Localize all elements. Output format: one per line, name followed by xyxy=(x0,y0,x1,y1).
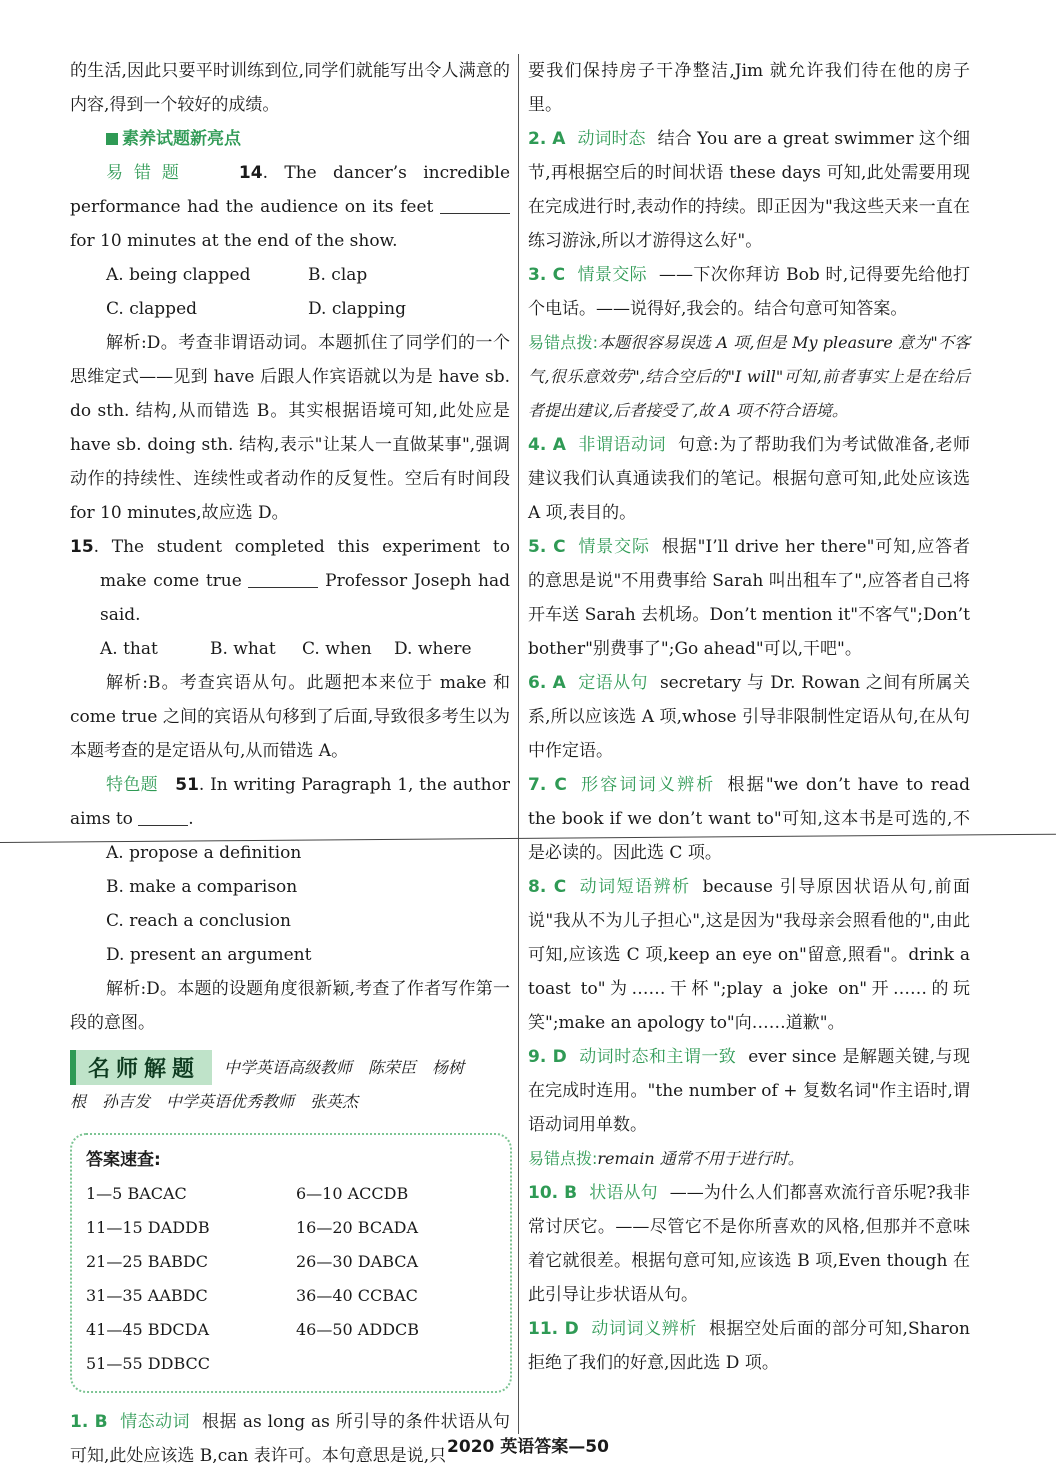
answer-11: 11. D 动词词义辨析 根据空处后面的部分可知,Sharon 拒绝了我们的好意,因此选 D 项。 xyxy=(528,1319,970,1373)
left-column xyxy=(70,54,510,1473)
answer-2: 2. A 动词时态 结合 You are a great swimmer 这个细节,再根据空后的时间状语 these days 可知,此处需要用现在完成进行时,表动作的持续。即正因为"我这些天来一直在练习游泳,所以才游得这么好"。 xyxy=(528,129,970,251)
answer-key-grid xyxy=(86,1177,496,1381)
answer-4: 4. A 非谓语动词 句意:为了帮助我们为考试做准备,老师建议我们认真通读我们的笔记。根据句意可知,此处应该选 A 项,表目的。 xyxy=(528,435,970,523)
q51-option-d: D. present an argument xyxy=(106,945,312,965)
answer-3: 3. C 情景交际 ——下次你拜访 Bob 时,记得要先给他打个电话。——说得好,我会的。结合句意可知答案。 xyxy=(528,265,971,319)
paragraph-continued: 要我们保持房子干净整洁,Jim 就允许我们待在他的房子里。 xyxy=(528,61,970,115)
tutor-banner: 名师解题 xyxy=(70,1050,212,1085)
question-14: 易错题 14. The dancer’s incredible performance had the audience on its feet for 10 minutes at the end of the show. xyxy=(70,163,511,251)
answer-key-item: 11—15 DADDB xyxy=(86,1218,210,1237)
answer-1: 1. B 情态动词 根据 as long as 所引导的条件状语从句可知,此处应该选 B,can 表许可。本句意思是说,只 xyxy=(70,1412,510,1466)
answer-key-box xyxy=(70,1133,512,1393)
tip-answer-3: 易错点拨:本题很容易误选 A 项,但是 My pleasure 意为"不客气,很乐意效劳",结合空后的"I will"可知,前者事实上是在给后者提出建议,后者接受了,故 A 项不符合语境。 xyxy=(528,333,970,420)
question-51: 特色题 51. In writing Paragraph 1, the author aims to . xyxy=(70,775,510,829)
tutor-authors-line1: 中学英语高级教师 陈荣臣 杨树 xyxy=(224,1057,465,1077)
answer-blank xyxy=(248,571,318,588)
q15-analysis: 解析:B。考查宾语从句。此题把本来位于 make 和 come true 之间的宾语从句移到了后面,导致很多考生以为本题考查的是定语从句,从而错选 A。 xyxy=(70,673,510,761)
answer-key-item: 1—5 BACAC xyxy=(86,1184,187,1203)
paragraph-continued: 的生活,因此只要平时训练到位,同学们就能写出令人满意的内容,得到一个较好的成绩。 xyxy=(70,61,510,115)
q14-analysis: 解析:D。考查非谓语动词。本题抓住了同学们的一个思维定式——见到 have 后跟人作宾语就以为是 have sb. do sth. 结构,从而错选 B。其实根据语境可知,此处应是 have sb. doing sth. 结构,表示"让某人一直做某事",强调动作的持续性、连续性或者动作的反复性。空后有时间段 for 10 minutes,故应选 D。 xyxy=(70,333,510,523)
question-15: 15. The student completed this experiment to make come true Professor Joseph had said. xyxy=(70,537,511,625)
section-heading: 素养试题新亮点 xyxy=(70,122,510,156)
q15-options: A. that B. what C. when D. where xyxy=(100,639,472,659)
answer-6: 6. A 定语从句 secretary 与 Dr. Rowan 之间有所属关系,所以应该选 A 项,whose 引导非限制性定语从句,在从句中作定语。 xyxy=(528,673,970,761)
q51-option-a: A. propose a definition xyxy=(106,843,302,863)
answer-key-item: 51—55 DDBCC xyxy=(86,1354,210,1373)
answer-key-item: 36—40 CCBAC xyxy=(296,1286,418,1305)
q14-options-row1: A. being clapped B. clap xyxy=(106,265,368,285)
answer-key-item: 41—45 BDCDA xyxy=(86,1320,210,1339)
q51-analysis: 解析:D。本题的设题角度很新颖,考查了作者写作第一段的意图。 xyxy=(70,979,510,1033)
tutor-heading xyxy=(70,1050,510,1085)
answer-key-item: 31—35 AABDC xyxy=(86,1286,208,1305)
answer-key-title: 答案速查: xyxy=(86,1150,161,1170)
page-footer: 2020 英语答案—50 xyxy=(447,1437,609,1457)
q14-options-row2: C. clapped D. clapping xyxy=(106,299,406,319)
answer-7: 7. C 形容词词义辨析 根据"we don’t have to read the book if we don’t want to"可知,这本书是可选的,不是必读的。因此选 C 项。 xyxy=(528,775,971,863)
answer-8: 8. C 动词短语辨析 because 引导原因状语从句,前面说"我从不为儿子担心",这是因为"我母亲会照看他的",由此可知,应该选 C 项,keep an eye on"留意,照看"。drink a toast to"为……干杯";play a joke on"开……的玩笑";make an apology to"向……道歉"。 xyxy=(528,877,971,1033)
column-divider xyxy=(518,54,519,1434)
tip-answer-9: 易错点拨:remain 通常不用于进行时。 xyxy=(528,1149,804,1168)
answer-blank xyxy=(138,809,188,826)
answer-5: 5. C 情景交际 根据"I’ll drive her there"可知,应答者的意思是说"不用费事给 Sarah 叫出租车了",应答者自己将开车送 Sarah 去机场。Don’t mention it"不客气";Don’t bother"别费事了";Go ahead"可以,干吧"。 xyxy=(528,537,971,659)
right-column xyxy=(528,54,970,1380)
answer-key-item: 26—30 DABCA xyxy=(296,1252,419,1271)
square-bullet-icon xyxy=(106,133,118,145)
answer-blank xyxy=(440,197,510,214)
answer-key-item: 46—50 ADDCB xyxy=(296,1320,420,1339)
q51-option-b: B. make a comparison xyxy=(106,877,298,897)
answer-9: 9. D 动词时态和主谓一致 ever since 是解题关键,与现在完成时连用。"the number of + 复数名词"作主语时,谓语动词用单数。 xyxy=(528,1047,970,1135)
q51-option-c: C. reach a conclusion xyxy=(106,911,291,931)
answer-key-item: 21—25 BABDC xyxy=(86,1252,208,1271)
answer-10: 10. B 状语从句 ——为什么人们都喜欢流行音乐呢?我非常讨厌它。——尽管它不是你所喜欢的风格,但那并不意味着它就很差。根据句意可知,应该选 B 项,Even though 在此引导让步状语从句。 xyxy=(528,1183,970,1305)
answer-key-item: 16—20 BCADA xyxy=(296,1218,419,1237)
answer-key-item: 6—10 ACCDB xyxy=(296,1184,409,1203)
tutor-authors-line2: 根 孙吉发 中学英语优秀教师 张英杰 xyxy=(70,1092,359,1111)
